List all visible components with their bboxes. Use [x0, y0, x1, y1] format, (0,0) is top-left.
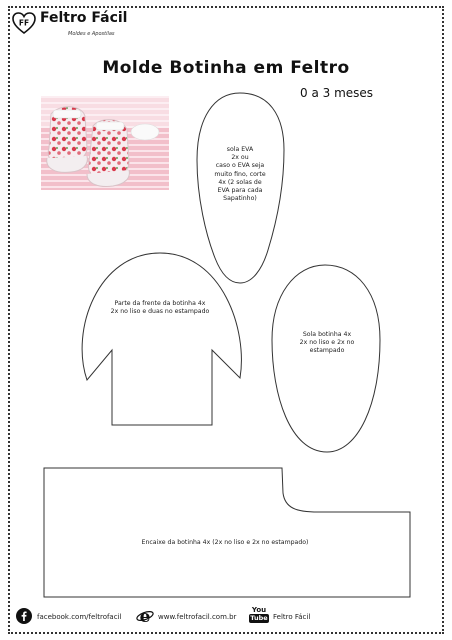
age-subtitle: 0 a 3 meses	[300, 86, 374, 100]
sole-right-outline	[272, 265, 380, 452]
label-line: Parte da frente da botinha 4x	[114, 300, 206, 307]
brand-tagline: Moldes e Apostilas	[68, 31, 115, 37]
youtube-channel-link[interactable]: Feltro Fácil	[273, 613, 311, 621]
youtube-you-text: You	[251, 606, 267, 614]
youtube-icon[interactable]	[249, 606, 269, 626]
label-line: sola EVA	[226, 146, 254, 153]
label-line: caso o EVA seja	[215, 162, 265, 170]
front-piece-outline	[82, 253, 241, 425]
label-line: Sola botinha 4x	[302, 331, 352, 338]
svg-text:e: e	[139, 607, 151, 625]
encaixe-outline	[44, 468, 410, 597]
label-line: 2x no liso e 2x no	[299, 339, 355, 347]
label-line: muito fino, corte	[214, 170, 266, 178]
facebook-link[interactable]: facebook.com/feltrofacil	[37, 613, 122, 621]
label-line: estampado	[309, 347, 345, 355]
front-piece-label	[98, 300, 222, 316]
label-line: 2x ou	[231, 154, 249, 162]
label-line: 4x (2 solas de	[218, 178, 262, 186]
encaixe-label: Encaixe da botinha 4x (2x no liso e 2x no estampado)	[141, 539, 309, 546]
website-link[interactable]: www.feltrofacil.com.br	[158, 613, 237, 621]
page-title: Molde Botinha em Feltro	[102, 58, 350, 78]
label-line: Sapatinho)	[223, 195, 257, 203]
label-line: 2x no liso e duas no estampado	[110, 308, 210, 316]
label-line: EVA para cada	[217, 187, 263, 195]
logo-mark-text: FF	[18, 18, 30, 28]
sole-right-label	[292, 331, 362, 356]
website-e-icon[interactable]	[136, 607, 154, 625]
footer	[0, 606, 452, 630]
brand-name: Feltro Fácil	[40, 10, 128, 26]
sole-top-label	[209, 146, 271, 203]
facebook-icon[interactable]	[16, 608, 32, 624]
youtube-tube-text: Tube	[250, 614, 268, 622]
